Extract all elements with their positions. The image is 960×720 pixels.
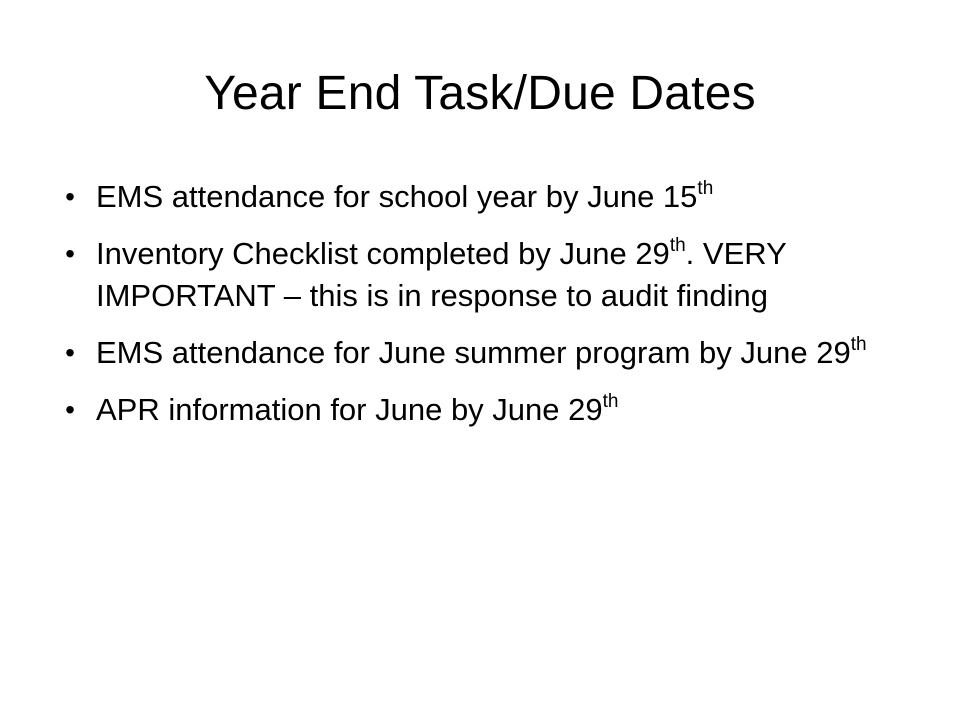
bullet-text: EMS attendance for June summer program by June 29 — [96, 335, 851, 370]
list-item — [60, 389, 910, 431]
bullet-text: Inventory Checklist completed by June 29 — [96, 236, 670, 271]
bullet-dot-icon: • — [65, 394, 75, 425]
list-item — [60, 176, 910, 218]
ordinal-suffix: th — [602, 390, 619, 412]
slide-title: Year End Task/Due Dates — [204, 67, 756, 120]
ordinal-suffix: th — [669, 234, 686, 256]
list-item — [60, 332, 910, 374]
bullet-dot-icon: • — [65, 238, 75, 269]
bullet-text: EMS attendance for school year by June 15 — [96, 179, 698, 214]
ordinal-suffix: th — [697, 177, 714, 199]
bullet-dot-icon: • — [65, 181, 75, 212]
ordinal-suffix: th — [850, 333, 867, 355]
bullet-list — [60, 176, 910, 446]
bullet-text-after: . VERY IMPORTANT – this is in response to audit finding — [96, 236, 787, 313]
list-item — [60, 233, 910, 317]
bullet-text: APR information for June by June 29 — [96, 392, 603, 427]
bullet-dot-icon: • — [65, 337, 75, 368]
